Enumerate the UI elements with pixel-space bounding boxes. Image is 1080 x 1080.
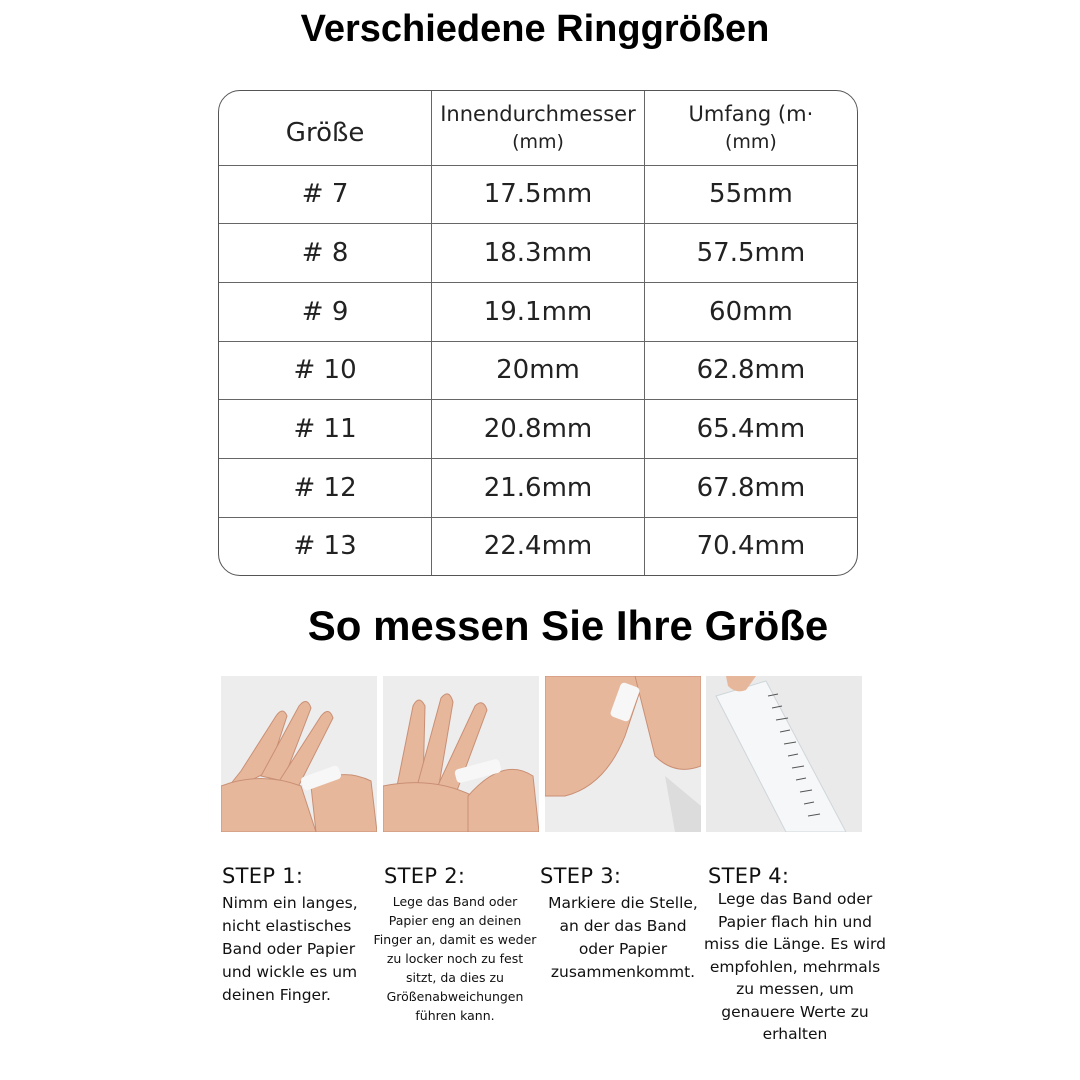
table-header-row [219,91,857,165]
table-row [219,282,857,341]
step-1-title: STEP 1: [222,864,304,888]
cell-inner-diameter: 20mm [432,341,645,400]
cell-size: # 12 [219,459,432,518]
table-row [219,517,857,575]
step-4-text: Lege das Band oder Papier flach hin und miss die Länge. Es wird empfohlen, mehrmals zu messen, um genauere Werte zu erhalten [704,890,886,1043]
cell-inner-diameter: 20.8mm [432,400,645,459]
cell-inner-diameter: 21.6mm [432,459,645,518]
step-4-title: STEP 4: [708,864,790,888]
header-inner-diameter-label: Innendurchmesser [440,101,636,126]
step-3-photo [545,676,701,832]
cell-circumference: 57.5mm [644,224,857,283]
header-inner-diameter [432,91,645,165]
cell-circumference: 65.4mm [644,400,857,459]
page-title: Verschiedene Ringgrößen [300,8,770,50]
cell-size: # 7 [219,165,432,224]
header-circumference [644,91,857,165]
table-row [219,224,857,283]
table-row [219,341,857,400]
cell-circumference: 60mm [644,282,857,341]
step-4-photo [706,676,862,832]
step-2-title: STEP 2: [384,864,466,888]
header-circumference-unit: (mm) [724,130,777,153]
step-1 [222,864,382,1007]
section-title: So messen Sie Ihre Größe [307,602,829,649]
cell-size: # 9 [219,282,432,341]
step-3-title: STEP 3: [540,864,622,888]
step-2-text: Lege das Band oder Papier eng an deinen Finger an, damit es weder zu locker noch zu fest sitzt, da dies zu Größenabweichungen führen kann. [373,894,537,1023]
cell-inner-diameter: 19.1mm [432,282,645,341]
header-size: Größe [219,91,432,165]
cell-circumference: 55mm [644,165,857,224]
cell-inner-diameter: 18.3mm [432,224,645,283]
step-1-photo [221,676,377,832]
cell-circumference: 62.8mm [644,341,857,400]
cell-size: # 10 [219,341,432,400]
step-2 [372,864,538,1025]
cell-circumference: 67.8mm [644,459,857,518]
step-1-text: Nimm ein langes, nicht elastisches Band oder Papier und wickle es um deinen Finger. [222,894,358,1004]
cell-inner-diameter: 17.5mm [432,165,645,224]
cell-size: # 8 [219,224,432,283]
step-3-text: Markiere die Stelle, an der das Band oder Papier zusammenkommt. [548,894,698,981]
step-3 [540,864,706,984]
cell-size: # 13 [219,517,432,575]
cell-circumference: 70.4mm [644,517,857,575]
table-row [219,400,857,459]
header-circumference-label: Umfang (m· [688,101,814,126]
ring-size-table [218,90,858,576]
table-row [219,165,857,224]
step-4 [700,864,890,1046]
step-2-photo [383,676,539,832]
cell-size: # 11 [219,400,432,459]
header-inner-diameter-unit: (mm) [512,130,564,153]
cell-inner-diameter: 22.4mm [432,517,645,575]
table-row [219,459,857,518]
